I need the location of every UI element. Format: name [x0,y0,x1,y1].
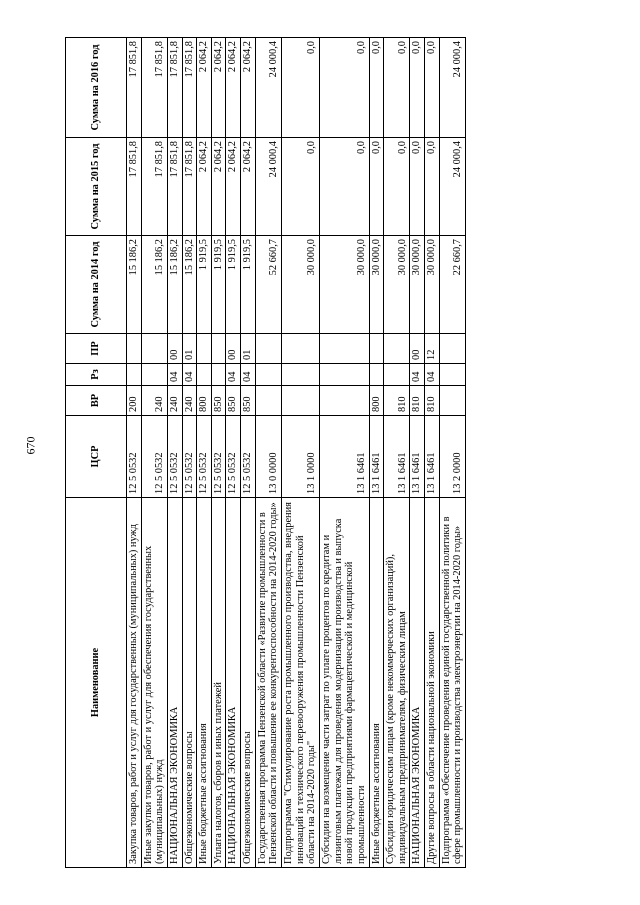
cell-2016: 17 851,8 [127,38,142,138]
cell-rz: 04 [410,364,425,386]
cell-2015: 17 851,8 [182,138,197,236]
cell-2016: 0,0 [384,38,410,138]
cell-2016: 2 064,2 [241,38,256,138]
cell-2015: 0,0 [369,138,384,236]
table-row [141,38,167,868]
cell-csr: 13 1 6461 [319,416,369,498]
table-row [384,38,410,868]
cell-2015: 2 064,2 [241,138,256,236]
cell-vr: 200 [127,386,142,416]
cell-pr [439,334,465,364]
cell-pr [384,334,410,364]
table-row [226,38,241,868]
cell-name: Иные бюджетные ассигнования [369,498,384,868]
cell-rz [369,364,384,386]
table-row [167,38,182,868]
cell-2014: 52 660,7 [255,236,281,334]
cell-2015: 17 851,8 [167,138,182,236]
cell-2014: 15 186,2 [167,236,182,334]
cell-csr: 12 5 0532 [241,416,256,498]
cell-csr: 13 1 6461 [425,416,440,498]
cell-vr: 810 [425,386,440,416]
cell-name: Государственная программа Пензенской области «Развитие промышленности в Пензенской области и повышение ее конкурентоспособности на 2014-2020 годы» [255,498,281,868]
cell-2014: 30 000,0 [384,236,410,334]
cell-2015: 2 064,2 [197,138,212,236]
cell-vr [255,386,281,416]
cell-2016: 2 064,2 [197,38,212,138]
header-csr: ЦСР [66,416,127,498]
cell-pr: 01 [241,334,256,364]
cell-2015: 2 064,2 [211,138,226,236]
table-row [255,38,281,868]
cell-pr [319,334,369,364]
cell-2014: 15 186,2 [182,236,197,334]
table-row [319,38,369,868]
cell-name: Подпрограмма «Обеспечение проведения единой государственной политики в сфере промышленности и производства электроэнергии на 2014-2020 годы» [439,498,465,868]
cell-2016: 24 000,4 [439,38,465,138]
table-row [369,38,384,868]
cell-2014: 1 919,5 [226,236,241,334]
cell-2015: 0,0 [425,138,440,236]
cell-pr [127,334,142,364]
cell-vr [439,386,465,416]
table-row [439,38,465,868]
cell-vr: 850 [226,386,241,416]
table-row [425,38,440,868]
cell-2015: 24 000,4 [439,138,465,236]
cell-rz: 04 [226,364,241,386]
cell-pr [282,334,320,364]
cell-csr: 13 1 0000 [282,416,320,498]
cell-vr: 800 [197,386,212,416]
cell-csr: 12 5 0532 [127,416,142,498]
cell-name: Уплата налогов, сборов и иных платежей [211,498,226,868]
table-row [410,38,425,868]
header-2014: Сумма на 2014 год [66,236,127,334]
cell-2014: 22 660,7 [439,236,465,334]
header-rz: Рз [66,364,127,386]
budget-table [65,37,466,868]
cell-2014: 1 919,5 [241,236,256,334]
table-body [127,38,466,868]
cell-vr: 810 [410,386,425,416]
cell-csr: 12 5 0532 [182,416,197,498]
cell-rz [255,364,281,386]
cell-pr: 00 [167,334,182,364]
cell-rz [384,364,410,386]
table-row [197,38,212,868]
table-header-row [66,38,127,868]
header-pr: ПР [66,334,127,364]
cell-2015: 17 851,8 [141,138,167,236]
cell-name: Подпрограмма "Стимулирование роста промышленного производства, внедрения инноваций и технического перевооружения промышленности Пензенской области на 2014-2020 годы" [282,498,320,868]
cell-pr: 01 [182,334,197,364]
cell-2014: 30 000,0 [319,236,369,334]
table-row [127,38,142,868]
cell-rz [282,364,320,386]
cell-2014: 30 000,0 [425,236,440,334]
cell-pr [141,334,167,364]
cell-name: НАЦИОНАЛЬНАЯ ЭКОНОМИКА [410,498,425,868]
cell-2016: 0,0 [282,38,320,138]
cell-2015: 0,0 [410,138,425,236]
cell-csr: 13 1 6461 [410,416,425,498]
table-row [182,38,197,868]
cell-2016: 17 851,8 [182,38,197,138]
cell-pr: 12 [425,334,440,364]
cell-rz: 04 [182,364,197,386]
cell-name: Иные бюджетные ассигнования [197,498,212,868]
cell-rz: 04 [167,364,182,386]
cell-rz: 04 [241,364,256,386]
cell-csr: 12 5 0532 [141,416,167,498]
cell-2014: 30 000,0 [282,236,320,334]
header-vr: ВР [66,386,127,416]
cell-vr: 800 [369,386,384,416]
cell-name: Общеэкономические вопросы [182,498,197,868]
header-2015: Сумма на 2015 год [66,138,127,236]
cell-2015: 0,0 [282,138,320,236]
cell-2014: 30 000,0 [410,236,425,334]
header-name: Наименование [66,498,127,868]
cell-vr [282,386,320,416]
cell-name: НАЦИОНАЛЬНАЯ ЭКОНОМИКА [167,498,182,868]
cell-rz [319,364,369,386]
cell-rz [141,364,167,386]
cell-2014: 1 919,5 [211,236,226,334]
cell-vr: 850 [241,386,256,416]
cell-2016: 17 851,8 [167,38,182,138]
cell-2016: 17 851,8 [141,38,167,138]
cell-2016: 0,0 [410,38,425,138]
cell-2014: 30 000,0 [369,236,384,334]
cell-2015: 17 851,8 [127,138,142,236]
cell-name: Другие вопросы в области национальной экономики [425,498,440,868]
cell-csr: 13 1 6461 [384,416,410,498]
cell-name: Общеэкономические вопросы [241,498,256,868]
cell-2014: 15 186,2 [127,236,142,334]
cell-vr: 240 [182,386,197,416]
cell-pr [255,334,281,364]
cell-csr: 12 5 0532 [226,416,241,498]
cell-2016: 0,0 [319,38,369,138]
cell-2015: 2 064,2 [226,138,241,236]
cell-vr: 850 [211,386,226,416]
cell-2016: 24 000,4 [255,38,281,138]
cell-csr: 13 1 6461 [369,416,384,498]
cell-2015: 0,0 [384,138,410,236]
cell-rz [211,364,226,386]
cell-vr: 810 [384,386,410,416]
table-row [282,38,320,868]
cell-vr [319,386,369,416]
cell-vr: 240 [141,386,167,416]
cell-pr [211,334,226,364]
cell-name: НАЦИОНАЛЬНАЯ ЭКОНОМИКА [226,498,241,868]
cell-2014: 15 186,2 [141,236,167,334]
cell-rz [439,364,465,386]
cell-name: Иные закупки товаров, работ и услуг для обеспечения государственных (муниципальных) нужд [141,498,167,868]
page-number: 670 [23,436,38,455]
cell-name: Закупка товаров, работ и услуг для государственных (муниципальных) нужд [127,498,142,868]
cell-csr: 13 2 0000 [439,416,465,498]
cell-csr: 12 5 0532 [211,416,226,498]
cell-pr: 00 [410,334,425,364]
table-row [211,38,226,868]
cell-2016: 0,0 [425,38,440,138]
cell-pr: 00 [226,334,241,364]
cell-name: Субсидии на возмещение части затрат по уплате процентов по кредитам и лизинговым платежам для проведения модернизации производства и выпуска новой продукции предприятиями фармацевтической и медицинской промышленности [319,498,369,868]
header-2016: Сумма на 2016 год [66,38,127,138]
cell-csr: 12 5 0532 [197,416,212,498]
cell-2014: 1 919,5 [197,236,212,334]
cell-2016: 0,0 [369,38,384,138]
cell-name: Субсидии юридическим лицам (кроме некоммерческих организаций), индивидуальным предпринимателям, физическим лицам [384,498,410,868]
cell-csr: 13 0 0000 [255,416,281,498]
cell-rz [197,364,212,386]
cell-2016: 2 064,2 [211,38,226,138]
table-row [241,38,256,868]
cell-2016: 2 064,2 [226,38,241,138]
cell-2015: 24 000,4 [255,138,281,236]
cell-pr [197,334,212,364]
rotated-page-content [65,38,631,868]
cell-rz: 04 [425,364,440,386]
cell-pr [369,334,384,364]
cell-csr: 12 5 0532 [167,416,182,498]
cell-vr: 240 [167,386,182,416]
cell-rz [127,364,142,386]
cell-2015: 0,0 [319,138,369,236]
